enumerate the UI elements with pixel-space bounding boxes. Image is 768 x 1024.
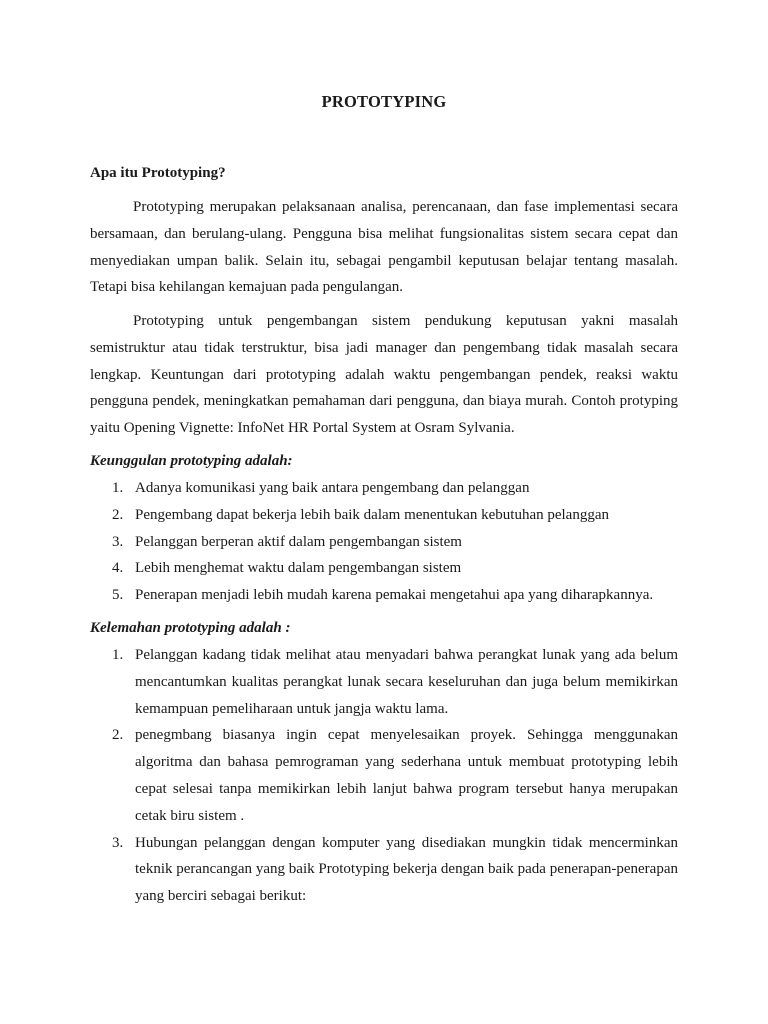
list-item-text: penegmbang biasanya ingin cepat menyelesaikan proyek. Sehingga menggunakan algoritma dan bahasa pemrograman yang sederhana untuk membuat prototyping lebih cepat selesai tanpa memikirkan lebih lanjut bahwa program tersebut hanya merupakan cetak biru sistem . xyxy=(135,727,678,824)
list-item-text: Penerapan menjadi lebih mudah karena pemakai mengetahui apa yang diharapkannya. xyxy=(135,587,654,604)
advantages-list xyxy=(90,475,678,609)
list-item xyxy=(90,722,678,829)
list-number: 3. xyxy=(112,533,124,550)
list-item-text: Hubungan pelanggan dengan komputer yang disediakan mungkin tidak mencerminkan teknik perancangan yang baik Prototyping bekerja dengan baik pada penerapan-penerapan yang berciri sebagai berikut: xyxy=(135,834,678,905)
paragraph-usage: Prototyping untuk pengembangan sistem pendukung keputusan yakni masalah semistruktur atau tidak terstruktur, bisa jadi manager dan pengembang tidak masalah secara lengkap. Keuntungan dari prototyping adalah waktu pengembangan pendek, reaksi waktu pengguna pendek, meningkatkan pemahaman dari pengguna, dan biaya murah. Contoh protyping yaitu Opening Vignette: InfoNet HR Portal System at Osram Sylvania. xyxy=(90,313,678,437)
list-number: 1. xyxy=(112,480,124,496)
disadvantages-list xyxy=(90,642,678,910)
advantages-heading: Keunggulan prototyping adalah: xyxy=(90,453,293,469)
list-number: 1. xyxy=(112,647,124,663)
list-item-text: Adanya komunikasi yang baik antara pengembang dan pelanggan xyxy=(135,480,530,496)
list-item xyxy=(90,502,678,529)
list-item xyxy=(90,555,678,582)
list-item-text: Pengembang dapat bekerja lebih baik dalam menentukan kebutuhan pelanggan xyxy=(135,506,610,523)
list-item-text: Pelanggan berperan aktif dalam pengembangan sistem xyxy=(135,533,462,550)
list-number: 4. xyxy=(112,560,124,577)
list-number: 2. xyxy=(112,506,124,523)
paragraph-definition: Prototyping merupakan pelaksanaan analisa, perencanaan, dan fase implementasi secara bersamaan, dan berulang-ulang. Pengguna bisa melihat fungsionalitas sistem secara cepat dan menyediakan umpan balik. Selain itu, sebagai pengambil keputusan belajar tentang masalah. Tetapi bisa kehilangan kemajuan pada pengulangan. xyxy=(90,199,678,296)
list-item-text: Lebih menghemat waktu dalam pengembangan sistem xyxy=(135,560,462,577)
list-item-text: Pelanggan kadang tidak melihat atau menyadari bahwa perangkat lunak yang ada belum mencantumkan kualitas perangkat lunak secara keseluruhan dan juga belum memikirkan kemampuan pemeliharaan untuk jangja waktu lama. xyxy=(135,647,678,717)
list-number: 5. xyxy=(112,587,124,604)
section-subheading: Apa itu Prototyping? xyxy=(90,165,226,181)
disadvantages-heading: Kelemahan prototyping adalah : xyxy=(90,620,291,636)
list-item xyxy=(90,529,678,556)
list-number: 3. xyxy=(112,834,124,851)
document-page xyxy=(90,0,678,1024)
list-item xyxy=(90,582,678,609)
list-item xyxy=(90,475,678,502)
list-item xyxy=(90,830,678,910)
page-title: PROTOTYPING xyxy=(321,92,447,111)
list-item xyxy=(90,642,678,722)
list-number: 2. xyxy=(112,727,124,744)
